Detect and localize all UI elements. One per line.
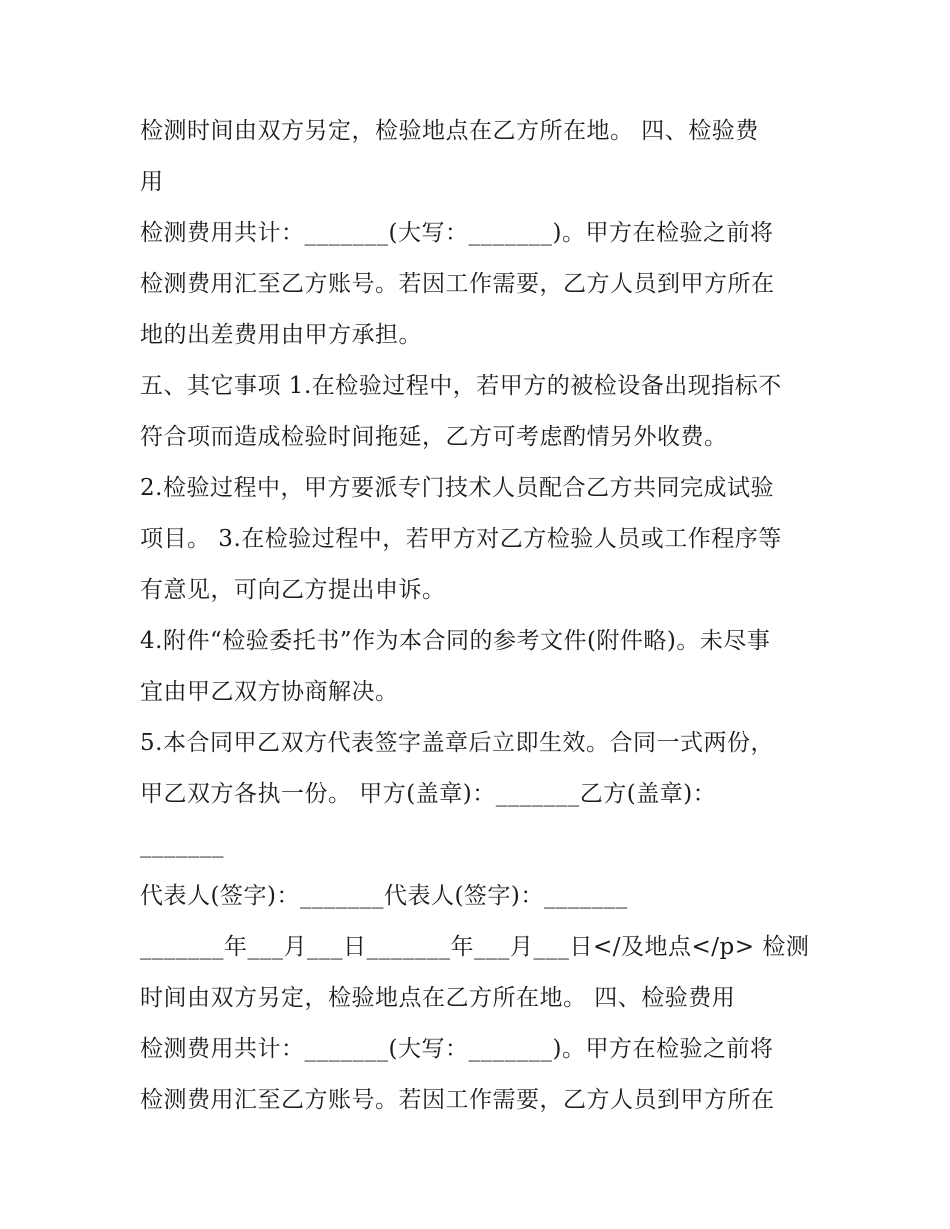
text-line: 检测费用共计：_______(大写：_______)。甲方在检验之前将 bbox=[140, 220, 774, 246]
text-line: 代表人(签字)：_______代表人(签字)：_______ bbox=[140, 883, 628, 909]
text-line: _______ bbox=[140, 832, 224, 858]
text-line: 时间由双方另定，检验地点在乙方所在地。 四、检验费用 bbox=[140, 985, 736, 1011]
contract-body-text bbox=[140, 106, 820, 1126]
text-line: 符合项而造成检验时间拖延，乙方可考虑酌情另外收费。 bbox=[140, 424, 728, 450]
text-line: 五、其它事项 1.在检验过程中，若甲方的被检设备出现指标不 bbox=[140, 373, 782, 399]
text-line: 检测费用汇至乙方账号。若因工作需要，乙方人员到甲方所在 bbox=[140, 1087, 775, 1113]
text-line: 用 bbox=[140, 169, 164, 195]
text-line: 宜由甲乙双方协商解决。 bbox=[140, 679, 399, 705]
text-line: 甲乙双方各执一份。 甲方(盖章)：_______乙方(盖章)： bbox=[140, 781, 717, 807]
text-line: _______年___月___日_______年___月___日</及地点</p> 检测 bbox=[140, 934, 810, 960]
text-line: 检测时间由双方另定，检验地点在乙方所在地。 四、检验费 bbox=[140, 118, 759, 144]
text-line: 有意见，可向乙方提出申诉。 bbox=[140, 577, 446, 603]
text-line: 项目。 3.在检验过程中，若甲方对乙方检验人员或工作程序等 bbox=[140, 526, 782, 552]
text-line: 2.检验过程中，甲方要派专门技术人员配合乙方共同完成试验 bbox=[140, 475, 774, 501]
text-line: 4.附件“检验委托书”作为本合同的参考文件(附件略)。未尽事 bbox=[140, 628, 771, 654]
text-line: 5.本合同甲乙双方代表签字盖章后立即生效。合同一式两份， bbox=[140, 730, 774, 756]
text-line: 检测费用汇至乙方账号。若因工作需要，乙方人员到甲方所在 bbox=[140, 271, 775, 297]
text-line: 地的出差费用由甲方承担。 bbox=[140, 322, 422, 348]
text-line: 检测费用共计：_______(大写：_______)。甲方在检验之前将 bbox=[140, 1036, 774, 1062]
